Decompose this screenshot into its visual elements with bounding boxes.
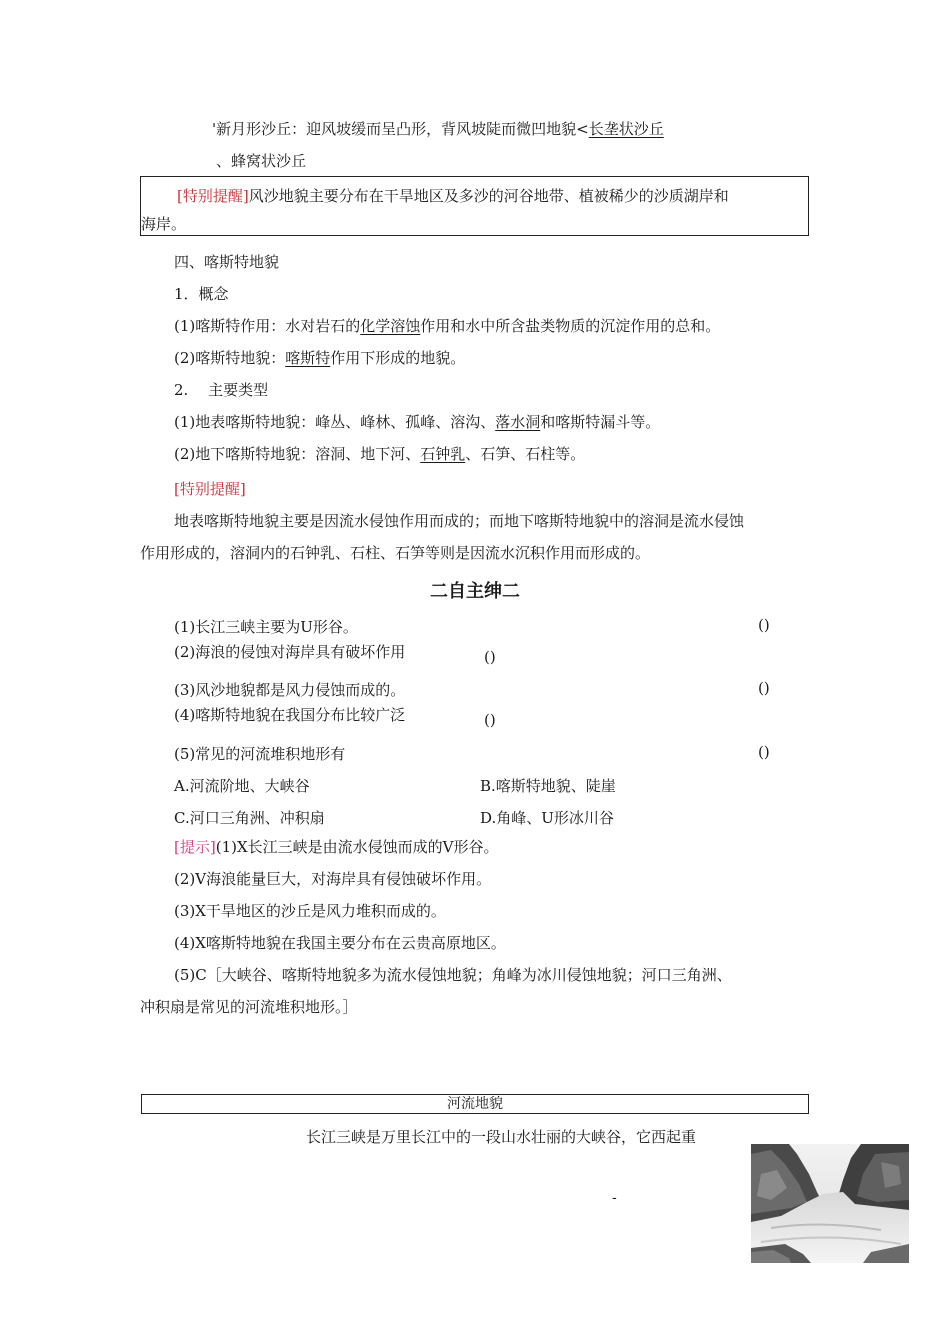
reminder2-line2: 作用形成的，溶洞内的石钟乳、石柱、石笋等则是因流水沉积作用而形成的。 xyxy=(140,544,651,562)
chemical-dissolution-term: 化学溶蚀 xyxy=(360,317,421,335)
hint-5: (5)C［大峡谷、喀斯特地貌多为流水侵蚀地貌；角峰为冰川侵蚀地貌；河口三角洲、 xyxy=(174,966,732,984)
concept-title: 1．概念 xyxy=(174,285,229,303)
reminder-box-wind xyxy=(140,176,809,236)
arrow-symbol: < xyxy=(576,120,589,138)
reminder2-line1: 地表喀斯特地貌主要是因流水侵蚀作用而成的；而地下喀斯特地貌中的溶洞是流水侵蚀 xyxy=(174,512,745,530)
option-d: D.角峰、U形冰川谷 xyxy=(480,809,614,827)
type-1: (1)地表喀斯特地貌：峰丛、峰林、孤峰、溶沟、落水洞和喀斯特漏斗等。 xyxy=(174,413,661,431)
option-c: C.河口三角洲、冲积扇 xyxy=(174,809,325,827)
gorge-illustration-icon xyxy=(751,1144,909,1263)
type-2: (2)地下喀斯特地貌：溶洞、地下河、石钟乳、石笋、石柱等。 xyxy=(174,445,586,463)
hint-5-cont: 冲积扇是常见的河流堆积地形。］ xyxy=(140,998,358,1016)
hint-3: (3)X干旱地区的沙丘是风力堆积而成的。 xyxy=(174,902,446,920)
answer-paren-5: () xyxy=(758,743,770,761)
section-title-karst: 四、喀斯特地貌 xyxy=(174,253,280,271)
option-b: B.喀斯特地貌、陡崖 xyxy=(480,777,616,795)
sinkhole-term: 落水洞 xyxy=(495,413,541,431)
quiz-item-4: (4)喀斯特地貌在我国分布比较广泛 xyxy=(174,706,406,724)
reminder-text: 风沙地貌主要分布在干旱地区及多沙的河谷地带、植被稀少的沙质湖岸和 xyxy=(248,187,729,205)
types-title: 2. 主要类型 xyxy=(174,381,269,399)
answer-paren-4: () xyxy=(484,711,496,729)
three-gorges-photo xyxy=(751,1144,909,1263)
quiz-item-1: (1)长江三峡主要为U形谷。 xyxy=(174,618,358,636)
river-landform-title-box: 河流地貌 xyxy=(141,1094,809,1114)
concept-2: (2)喀斯特地貌：喀斯特作用下形成的地貌。 xyxy=(174,349,466,367)
answer-paren-1: () xyxy=(758,616,770,634)
quiz-item-5: (5)常见的河流堆积地形有 xyxy=(174,745,346,763)
karst-term: 喀斯特 xyxy=(285,349,331,367)
quiz-item-2: (2)海浪的侵蚀对海岸具有破坏作用 xyxy=(174,643,406,661)
dune-line-2: 、蜂窝状沙丘 xyxy=(216,152,307,170)
hint-1: [提示](1)X长江三峡是由流水侵蚀而成的V形谷。 xyxy=(174,838,499,856)
answer-paren-3: () xyxy=(758,679,770,697)
hint-4: (4)X喀斯特地貌在我国主要分布在云贵高原地区。 xyxy=(174,934,506,952)
quiz-heading: 二自主绅二 xyxy=(430,581,520,602)
hint-tag: [提示] xyxy=(174,838,216,856)
reminder-tag: [特别提醒] xyxy=(177,187,249,205)
three-gorges-paragraph: 长江三峡是万里长江中的一段山水壮丽的大峡谷，它西起重 xyxy=(306,1128,697,1146)
dash-mark: - xyxy=(612,1190,617,1206)
dune-line-1 xyxy=(212,118,664,139)
longitudinal-dune-term: 长垄状沙丘 xyxy=(588,120,664,138)
concept-1: (1)喀斯特作用：水对岩石的化学溶蚀作用和水中所含盐类物质的沉淀作用的总和。 xyxy=(174,317,721,335)
reminder-text-cont: 海岸。 xyxy=(141,215,187,233)
stalactite-term: 石钟乳 xyxy=(420,445,466,463)
answer-paren-2: () xyxy=(484,648,496,666)
reminder-tag-2: [特别提醒] xyxy=(174,480,246,498)
quiz-item-3: (3)风沙地貌都是风力侵蚀而成的。 xyxy=(174,681,406,699)
option-a: A.河流阶地、大峡谷 xyxy=(174,777,310,795)
crescent-dune-text: '新月形沙丘：迎风坡缓而呈凸形，背风坡陡而微凹地貌 xyxy=(212,120,577,138)
hint-2: (2)V海浪能量巨大，对海岸具有侵蚀破坏作用。 xyxy=(174,870,492,888)
